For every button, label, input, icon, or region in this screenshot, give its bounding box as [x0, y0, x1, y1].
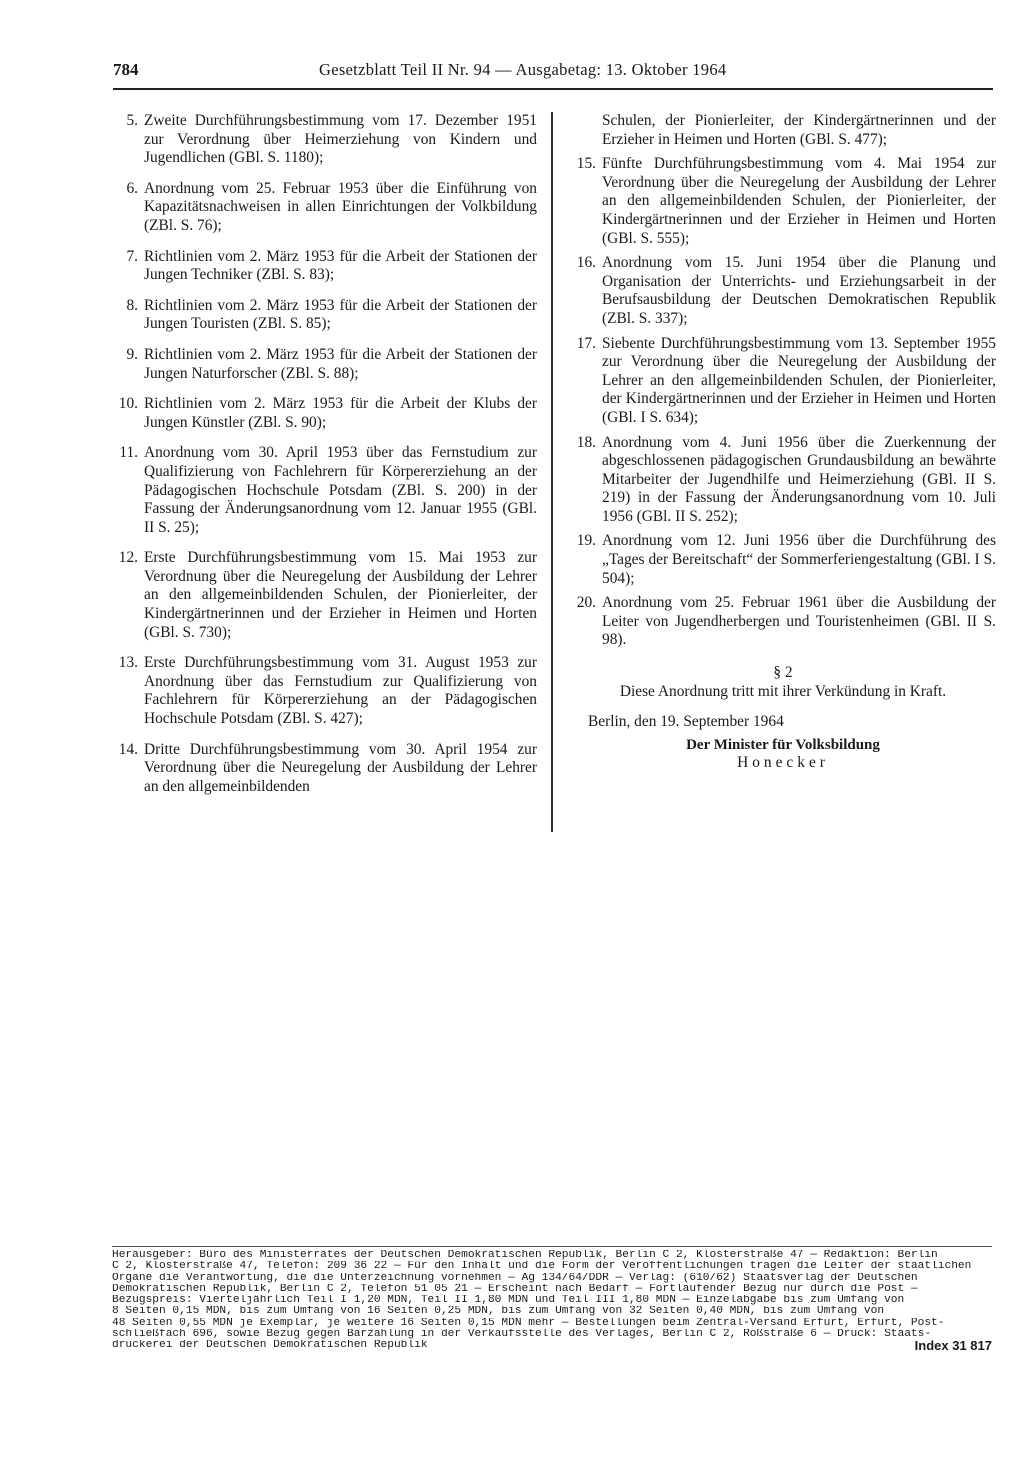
item-number: 5.: [126, 112, 138, 129]
signatory-name: Honecker: [737, 754, 829, 772]
item-number: 13.: [118, 654, 138, 672]
imprint-line: C 2, Klosterstraße 47, Telefon: 209 36 22 — Für den Inhalt und die Form der Veröffentlichungen tragen die Leiter der staatlichen: [112, 1261, 972, 1273]
list-item: [570, 254, 996, 328]
item-text: Anordnung vom 25. Februar 1953 über die Einführung von Kapazitätsnachweisen in allen Einrichtungen der Volkbildung (ZBl. S. 76);: [144, 179, 537, 234]
signatory-title: Der Minister für Volksbildung: [686, 736, 880, 753]
imprint-footer: [112, 1250, 992, 1352]
list-item: [570, 434, 996, 527]
list-item: [112, 741, 537, 797]
list-item: [112, 180, 537, 236]
item-continuation: Schulen, der Pionierleiter, der Kindergärtnerinnen und der Erzieher in Heimen und Horten (GBl. S. 477);: [602, 112, 996, 148]
item-number: 6.: [126, 179, 138, 197]
item-text: Richtlinien vom 2. März 1953 für die Arbeit der Stationen der Jungen Touristen (ZBl. S. 85);: [144, 296, 537, 333]
item-number: 18.: [576, 433, 596, 451]
right-column: [570, 112, 996, 773]
item-number: 10.: [118, 395, 138, 413]
list-item: [570, 155, 996, 248]
imprint-line: schließfach 696, sowie Bezug gegen Barzahlung in der Verkaufsstelle des Verlages, Berlin C 2, Roßstraße 6 — Druck: Staats-: [112, 1329, 932, 1341]
item-text: Zweite Durchführungsbestimmung vom 17. Dezember 1951 zur Verordnung über Heimerziehung von Kindern und Jugendlichen (GBl. S. 1180);: [144, 112, 537, 167]
list-item: [112, 654, 537, 728]
list-item: [112, 112, 537, 168]
item-number: 8.: [126, 296, 138, 314]
list-item: [570, 532, 996, 588]
item-text: Richtlinien vom 2. März 1953 für die Arbeit der Klubs der Jungen Künstler (ZBl. S. 90);: [144, 395, 537, 431]
item-number: 14.: [118, 740, 138, 758]
list-item: [112, 395, 537, 432]
item-number: 20.: [576, 594, 596, 612]
item-number: 19.: [576, 532, 596, 550]
left-column: [112, 112, 537, 796]
item-text: Anordnung vom 30. April 1953 über das Fernstudium zur Qualifizierung von Fachlehrern für Körpererziehung an der Pädagogischen Hochschule Potsdam (ZBl. S. 200) in der Fassung der Änderungsanordnung vom 12. Januar 1955 (GBl. II S. 25);: [144, 444, 537, 536]
item-number: 7.: [126, 247, 138, 265]
item-number: 9.: [126, 345, 138, 363]
list-item: [112, 444, 537, 537]
item-text: Erste Durchführungsbestimmung vom 31. August 1953 zur Anordnung über das Fernstudium zur Qualifizierung von Fachlehrern für Körpererziehung an der Pädagogischen Hochschule Potsdam (ZBl. S. 427);: [144, 654, 537, 728]
list-item: [112, 248, 537, 285]
item-text: Dritte Durchführungsbestimmung vom 30. April 1954 zur Verordnung über die Neuregelung der Ausbildung der Lehrer an den allgemeinbildenden: [144, 740, 537, 795]
item-number: 12.: [118, 549, 138, 567]
footer-rule: [112, 1246, 992, 1247]
item-text: Erste Durchführungsbestimmung vom 15. Mai 1953 zur Verordnung über die Neuregelung der Ausbildung der Lehrer an den allgemeinbildenden Schulen, der Pionierleiter, der Kindergärtnerinnen und der Erzieher in Heimen und Horten (GBl. S. 730);: [144, 549, 537, 641]
imprint-line: Organe die Verantwortung, die die Unterzeichnung vornehmen — Ag 134/64/DDR — Verlag: (610/62) Staatsverlag der Deutschen: [112, 1272, 918, 1284]
item-number: 17.: [576, 334, 596, 352]
list-item: [570, 335, 996, 428]
item-number: 11.: [119, 444, 138, 462]
list-item: [112, 549, 537, 642]
list-item: [112, 346, 537, 383]
imprint-line: 48 Seiten 0,55 MDN je Exemplar, je weitere 16 Seiten 0,15 MDN mehr — Bestellungen beim Zentral-Versand Erfurt, Erfurt, Post-: [112, 1317, 945, 1329]
imprint-line: Demokratischen Republik, Berlin C 2, Telefon 51 05 21 — Erscheint nach Bedarf — Fortlaufender Bezug nur durch die Post —: [112, 1283, 918, 1295]
item-text: Anordnung vom 15. Juni 1954 über die Planung und Organisation der Unterrichts- und Erziehungsarbeit in der Berufsausbildung der Deutschen Demokratischen Republik (ZBl. S. 337);: [602, 254, 996, 327]
section-heading: § 2: [773, 664, 793, 682]
item-text: Anordnung vom 12. Juni 1956 über die Durchführung des „Tages der Bereitschaft“ der Sommerferiengestaltung (GBl. I S. 504);: [602, 532, 996, 587]
item-text: Anordnung vom 25. Februar 1961 über die Ausbildung der Leiter von Jugendherbergen und Touristenheimen (GBl. II S. 98).: [602, 594, 996, 649]
item-text: Richtlinien vom 2. März 1953 für die Arbeit der Stationen der Jungen Techniker (ZBl. S. 83);: [144, 247, 537, 284]
imprint-line: Bezugspreis: Vierteljährlich Teil I 1,20 MDN, Teil II 1,80 MDN und Teil III 1,80 MDN — Einzelabgabe bis zum Umfang von: [112, 1295, 905, 1307]
section-text: Diese Anordnung tritt mit ihrer Verkündung in Kraft.: [619, 682, 947, 700]
item-text: Siebente Durchführungsbestimmung vom 13. September 1955 zur Verordnung über die Neuregelung der Ausbildung der Lehrer an den allgemeinbildenden Schulen, der Pionierleiter, der Kindergärtnerinnen und der Erzieher in Heimen und Horten (GBl. I S. 634);: [602, 334, 996, 426]
item-number: 16.: [576, 254, 596, 272]
page-header: [113, 60, 993, 86]
list-item: [112, 297, 537, 334]
item-number: 15.: [576, 155, 596, 173]
imprint-line: Herausgeber: Büro des Ministerrates der Deutschen Demokratischen Republik, Berlin C 2, Klosterstraße 47 — Redaktion: Berlin: [112, 1250, 938, 1261]
item-text: Fünfte Durchführungsbestimmung vom 4. Mai 1954 zur Verordnung über die Neuregelung der Ausbildung der Lehrer an den allgemeinbildenden Schulen, der Pionierleiter, der Kindergärtnerinnen und der Erzieher in Heimen und Horten (GBl. S. 555);: [602, 155, 996, 247]
list-item: [570, 594, 996, 650]
imprint-line: 8 Seiten 0,15 MDN, bis zum Umfang von 16 Seiten 0,25 MDN, bis zum Umfang von 32 Seiten 0,40 MDN, bis zum Umfang von: [112, 1306, 885, 1318]
item-text: Richtlinien vom 2. März 1953 für die Arbeit der Stationen der Jungen Naturforscher (ZBl. S. 88);: [144, 345, 537, 382]
column-divider: [551, 112, 553, 832]
page-number: 784: [113, 60, 139, 79]
item-text: Anordnung vom 4. Juni 1956 über die Zuerkennung der abgeschlossenen pädagogischen Grundausbildung an bewährte Mitarbeiter der Jugendhilfe und Heimerziehung (GBl. II S. 219) in der Fassung der Änderungsanordnung vom 10. Juli 1956 (GBl. II S. 252);: [602, 433, 996, 525]
place-date: Berlin, den 19. September 1964: [588, 713, 784, 731]
header-rule: [113, 88, 993, 90]
imprint-line: druckerei der Deutschen Demokratischen Republik: [112, 1340, 428, 1352]
gazette-title: Gesetzblatt Teil II Nr. 94 — Ausgabetag: 13. Oktober 1964: [319, 60, 727, 79]
index-number: Index 31 817: [914, 1338, 992, 1354]
